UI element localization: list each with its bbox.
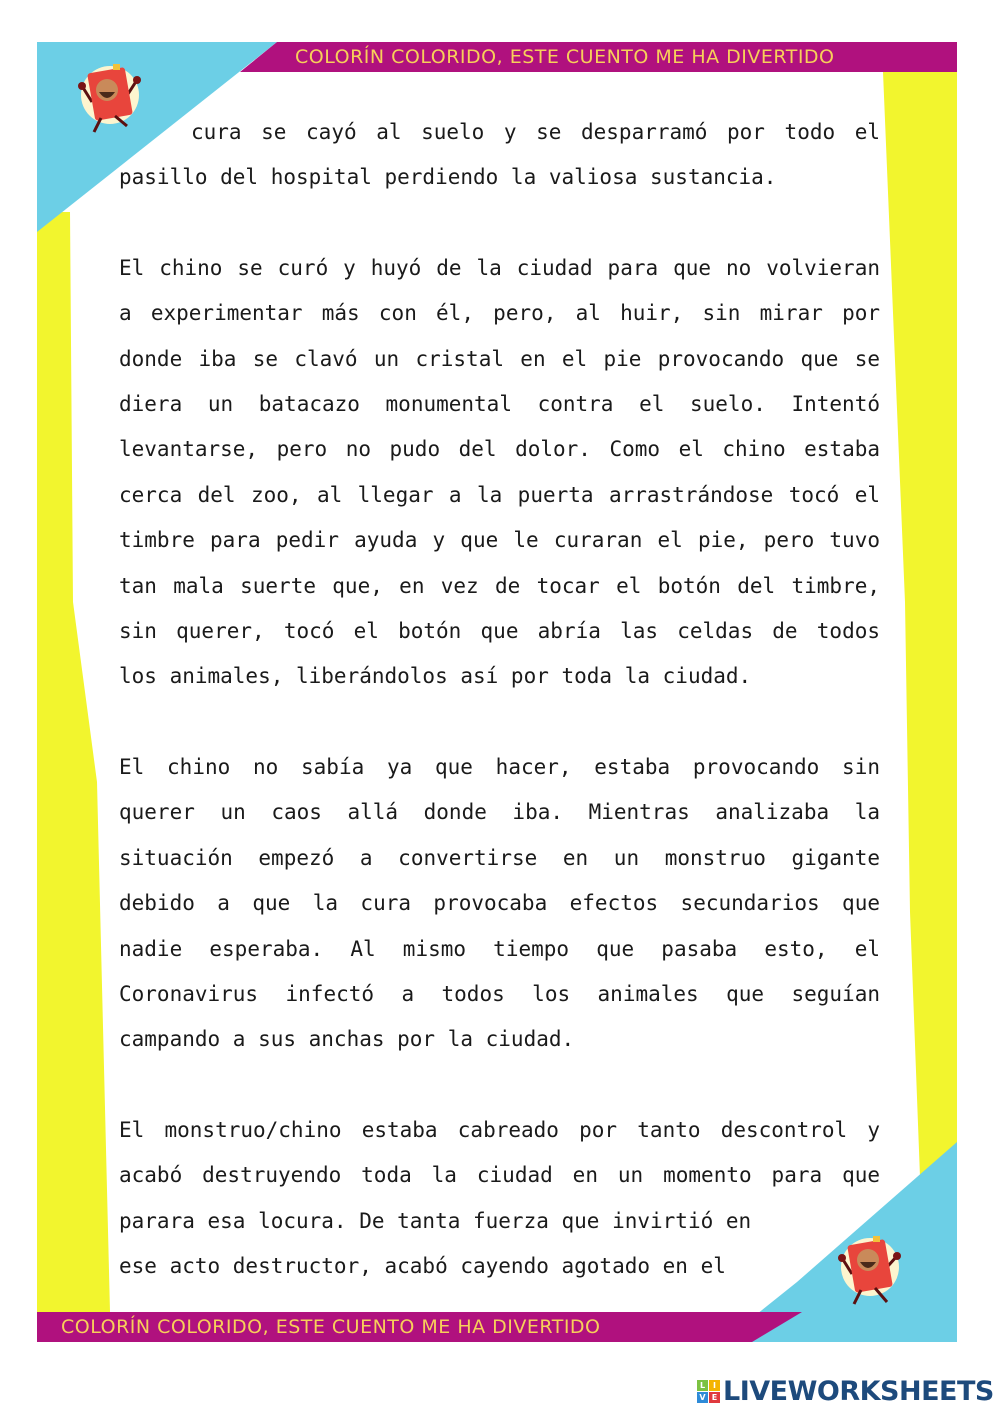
text-line: donde iba se clavó un cristal en el pie provocando que se	[119, 346, 880, 371]
watermark-text: LIVEWORKSHEETS	[723, 1376, 994, 1407]
logo-letter: I	[709, 1380, 720, 1391]
text-line: timbre para pedir ayuda y que le curaran el pie, pero tuvo	[119, 528, 880, 553]
paragraph-3	[119, 745, 880, 1063]
liveworksheets-watermark	[697, 1376, 994, 1407]
text-line: parara esa locura. De tanta fuerza que invirtió en	[119, 1208, 752, 1233]
text-line: ese acto destructor, acabó cayendo agotado en el	[119, 1253, 726, 1278]
text-line: El chino no sabía ya que hacer, estaba provocando sin	[119, 754, 880, 779]
text-line: tan mala suerte que, en vez de tocar el botón del timbre,	[119, 573, 880, 598]
text-line: campando a sus anchas por la ciudad.	[119, 1027, 575, 1052]
text-line: situación empezó a convertirse en un monstruo gigante	[119, 845, 880, 870]
text-line: El chino se curó y huyó de la ciudad para que no volvieran	[119, 255, 880, 280]
story-text	[119, 110, 880, 1289]
text-line: a experimentar más con él, pero, al huir, sin mirar por	[119, 301, 880, 326]
text-line: cura se cayó al suelo y se desparramó por todo el	[191, 120, 880, 144]
banner-top-text: COLORÍN COLORIDO, ESTE CUENTO ME HA DIVERTIDO	[295, 46, 835, 68]
text-line: querer un caos allá donde iba. Mientras analizaba la	[119, 800, 880, 825]
text-line: pasillo del hospital perdiendo la valiosa sustancia.	[119, 165, 777, 190]
worksheet-page	[37, 42, 957, 1342]
text-line: levantarse, pero no pudo del dolor. Como el chino estaba	[119, 437, 880, 462]
paragraph-1	[119, 110, 880, 201]
logo-letter: E	[709, 1392, 720, 1403]
text-line: sin querer, tocó el botón que abría las celdas de todos	[119, 619, 880, 644]
text-line: diera un batacazo monumental contra el suelo. Intentó	[119, 392, 880, 417]
text-line: El monstruo/chino estaba cabreado por tanto descontrol y	[119, 1117, 880, 1142]
paragraph-4	[119, 1108, 880, 1290]
text-line: debido a que la cura provocaba efectos secundarios que	[119, 891, 880, 916]
text-line: los animales, liberándolos así por toda la ciudad.	[119, 664, 752, 689]
text-line: acabó destruyendo toda la ciudad en un momento para que	[119, 1163, 880, 1188]
text-line: Coronavirus infectó a todos los animales que seguían	[119, 981, 880, 1006]
text-line: cerca del zoo, al llegar a la puerta arrastrándose tocó el	[119, 482, 880, 507]
banner-bottom-text: COLORÍN COLORIDO, ESTE CUENTO ME HA DIVERTIDO	[61, 1316, 601, 1338]
paragraph-2	[119, 246, 880, 700]
liveworksheets-logo-icon	[697, 1380, 720, 1403]
logo-letter: V	[697, 1392, 708, 1403]
text-line: nadie esperaba. Al mismo tiempo que pasaba esto, el	[119, 936, 880, 961]
logo-letter: L	[697, 1380, 708, 1391]
